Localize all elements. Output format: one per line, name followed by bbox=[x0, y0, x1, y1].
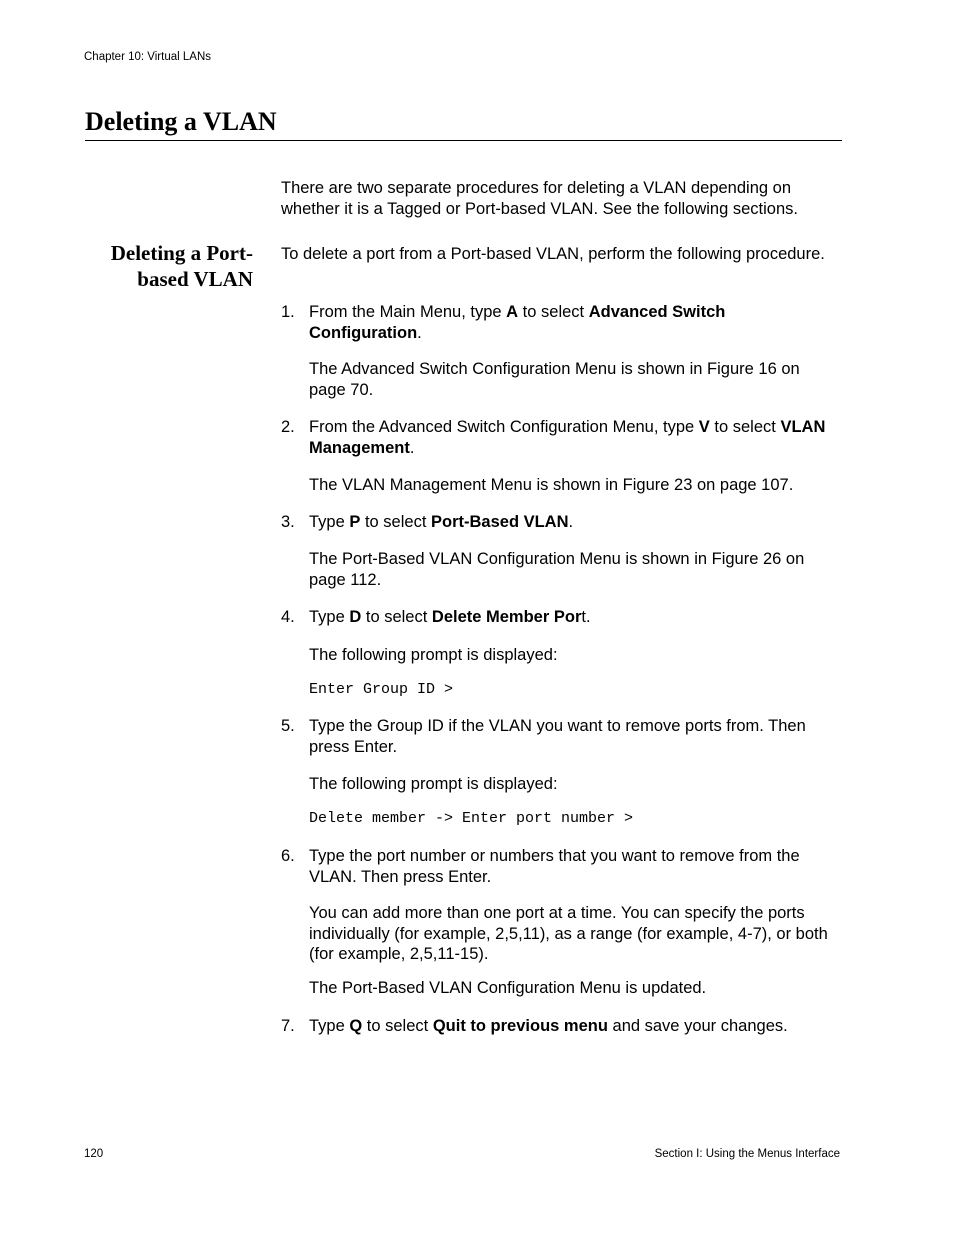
intro-paragraph: There are two separate procedures for deleting a VLAN depending on whether it is a Tagged or Port-based VLAN. See the following sections. bbox=[281, 179, 798, 218]
step-1-note: The Advanced Switch Configuration Menu is shown in Figure 16 on page 70. bbox=[309, 360, 800, 399]
step-1: From the Main Menu, type A to select Advanced Switch Configuration. bbox=[309, 303, 726, 342]
step-5-note: The following prompt is displayed: bbox=[309, 775, 558, 793]
step-3: Type P to select Port-Based VLAN. bbox=[309, 513, 574, 531]
step-6-note: You can add more than one port at a time. You can specify the ports individually (for example, 2,5,11), as a range (for example, 4-7), or both (for example, 2,5,11-15). bbox=[309, 904, 828, 963]
step-2-note: The VLAN Management Menu is shown in Figure 23 on page 107. bbox=[309, 476, 794, 494]
subsection-intro: To delete a port from a Port-based VLAN, perform the following procedure. bbox=[281, 245, 825, 263]
step-6: Type the port number or numbers that you want to remove from the VLAN. Then press Enter. bbox=[309, 847, 800, 886]
step-number: 4. bbox=[281, 608, 295, 626]
step-number: 3. bbox=[281, 513, 295, 531]
section-title: Deleting a VLAN bbox=[85, 107, 277, 136]
step-3-note: The Port-Based VLAN Configuration Menu is shown in Figure 26 on page 112. bbox=[309, 550, 805, 589]
step-number: 6. bbox=[281, 847, 295, 865]
running-footer: Section I: Using the Menus Interface bbox=[654, 1148, 840, 1160]
step-5: Type the Group ID if the VLAN you want to remove ports from. Then press Enter. bbox=[309, 717, 806, 756]
running-header: Chapter 10: Virtual LANs bbox=[84, 51, 211, 63]
step-number: 2. bbox=[281, 418, 295, 436]
step-4-note: The following prompt is displayed: bbox=[309, 646, 558, 664]
code-prompt: Delete member -> Enter port number > bbox=[309, 810, 634, 827]
step-4: Type D to select Delete Member Port. bbox=[309, 608, 591, 626]
step-6-result: The Port-Based VLAN Configuration Menu is updated. bbox=[309, 979, 707, 997]
step-2: From the Advanced Switch Configuration Menu, type V to select VLAN Management. bbox=[309, 418, 826, 457]
step-number: 7. bbox=[281, 1017, 295, 1035]
subsection-title: Deleting a Port-based VLAN bbox=[110, 241, 253, 291]
step-7: Type Q to select Quit to previous menu and save your changes. bbox=[309, 1017, 788, 1035]
page-number: 120 bbox=[84, 1148, 104, 1160]
step-number: 1. bbox=[281, 303, 295, 321]
title-rule bbox=[85, 140, 842, 141]
step-number: 5. bbox=[281, 717, 295, 735]
code-prompt: Enter Group ID > bbox=[309, 681, 454, 698]
